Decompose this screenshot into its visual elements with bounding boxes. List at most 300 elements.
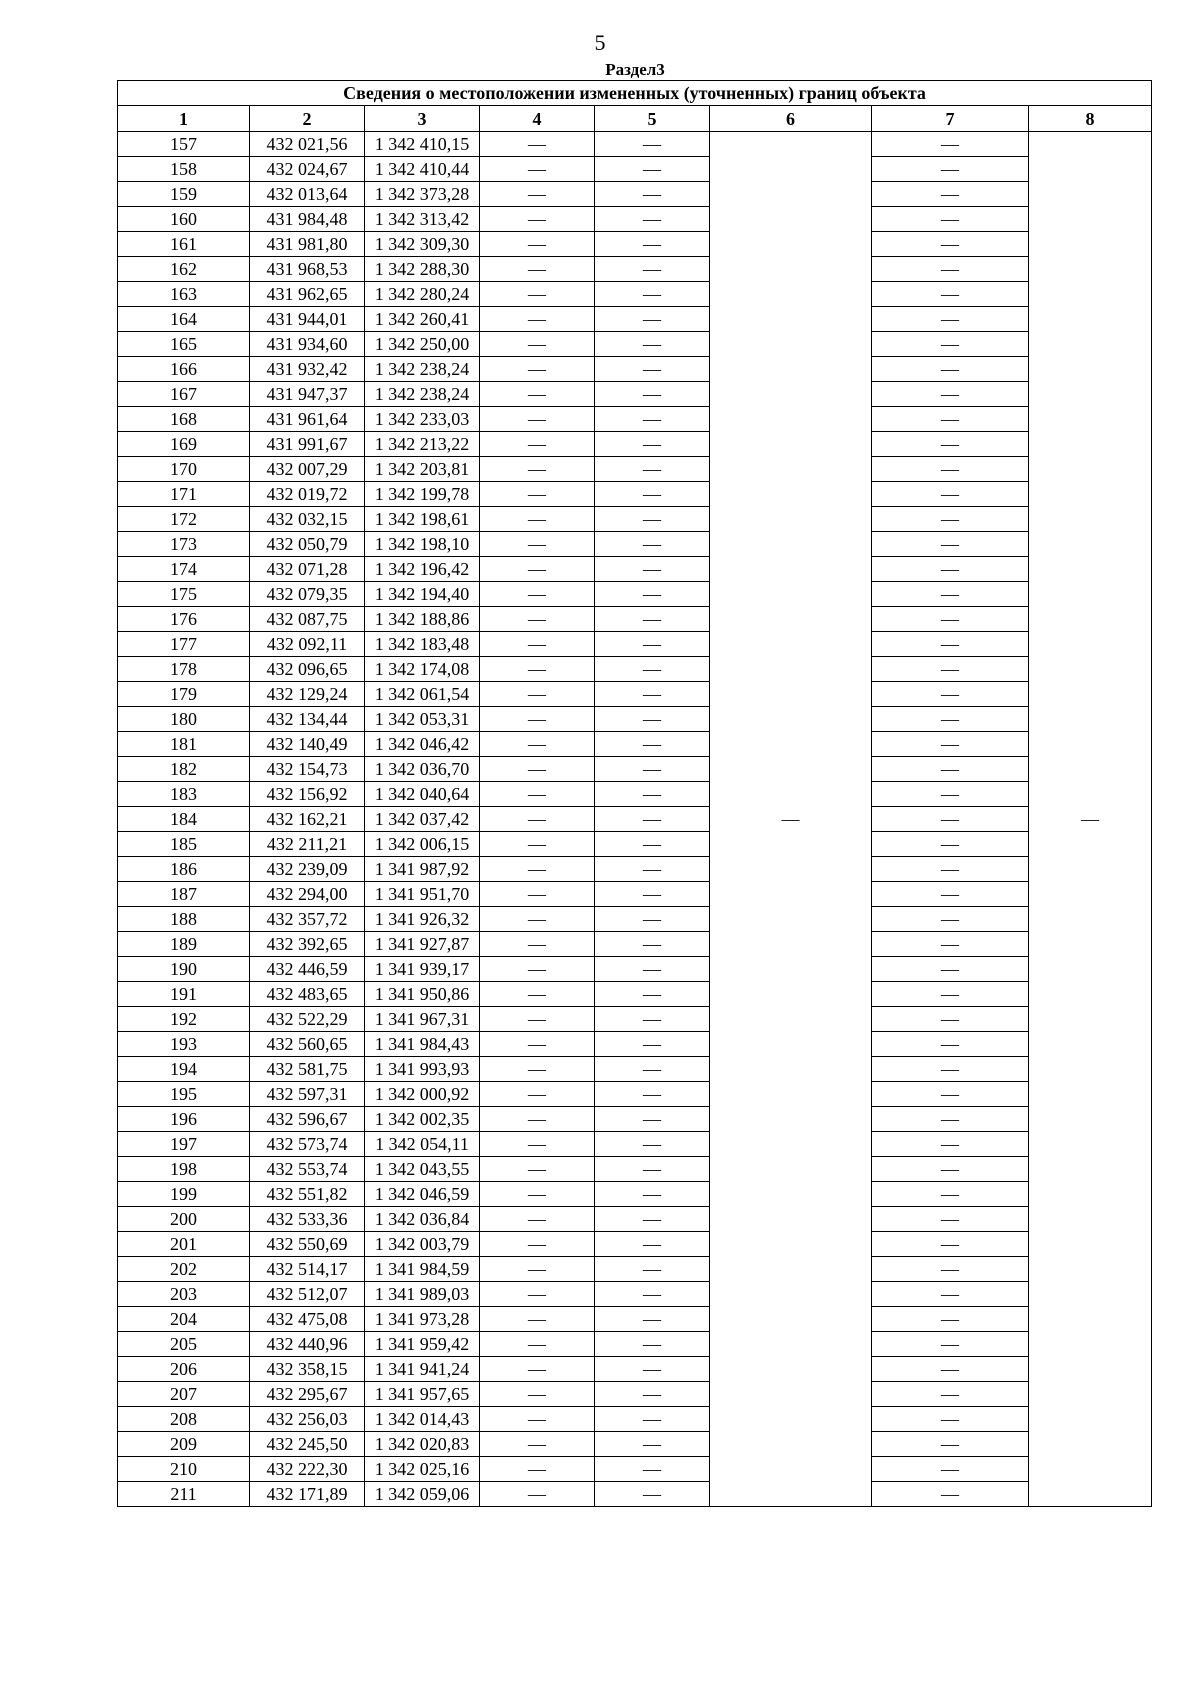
y-coordinate-cell: 1 342 233,03 <box>365 407 480 432</box>
x-coordinate-cell: 432 019,72 <box>250 482 365 507</box>
column-7-cell: — <box>872 882 1029 907</box>
column-5-cell: — <box>595 282 710 307</box>
table-row <box>118 632 1152 657</box>
column-number: 2 <box>250 106 365 132</box>
column-7-cell: — <box>872 707 1029 732</box>
table-row <box>118 1282 1152 1307</box>
x-coordinate-cell: 432 007,29 <box>250 457 365 482</box>
column-5-cell: — <box>595 407 710 432</box>
column-7-cell: — <box>872 1332 1029 1357</box>
column-7-cell: — <box>872 1132 1029 1157</box>
table-row <box>118 682 1152 707</box>
table-row <box>118 807 1152 832</box>
x-coordinate-cell: 432 483,65 <box>250 982 365 1007</box>
column-4-cell: — <box>480 132 595 157</box>
x-coordinate-cell: 431 981,80 <box>250 232 365 257</box>
column-5-cell: — <box>595 882 710 907</box>
column-7-cell: — <box>872 332 1029 357</box>
y-coordinate-cell: 1 341 950,86 <box>365 982 480 1007</box>
y-coordinate-cell: 1 342 006,15 <box>365 832 480 857</box>
x-coordinate-cell: 432 294,00 <box>250 882 365 907</box>
table-row <box>118 707 1152 732</box>
table-row <box>118 957 1152 982</box>
column-4-cell: — <box>480 257 595 282</box>
column-7-cell: — <box>872 632 1029 657</box>
column-7-cell: — <box>872 1207 1029 1232</box>
point-number-cell: 206 <box>118 1357 250 1382</box>
column-7-cell: — <box>872 682 1029 707</box>
table-row <box>118 1307 1152 1332</box>
column-4-cell: — <box>480 832 595 857</box>
column-5-cell: — <box>595 182 710 207</box>
x-coordinate-cell: 432 071,28 <box>250 557 365 582</box>
y-coordinate-cell: 1 341 926,32 <box>365 907 480 932</box>
y-coordinate-cell: 1 341 984,43 <box>365 1032 480 1057</box>
column-5-cell: — <box>595 1457 710 1482</box>
point-number-cell: 177 <box>118 632 250 657</box>
point-number-cell: 210 <box>118 1457 250 1482</box>
table-row <box>118 1157 1152 1182</box>
column-7-cell: — <box>872 807 1029 832</box>
column-4-cell: — <box>480 732 595 757</box>
x-coordinate-cell: 432 013,64 <box>250 182 365 207</box>
column-5-cell: — <box>595 257 710 282</box>
column-5-cell: — <box>595 1057 710 1082</box>
column-4-cell: — <box>480 357 595 382</box>
table-row <box>118 1207 1152 1232</box>
y-coordinate-cell: 1 342 194,40 <box>365 582 480 607</box>
column-7-cell: — <box>872 1032 1029 1057</box>
point-number-cell: 205 <box>118 1332 250 1357</box>
y-coordinate-cell: 1 342 014,43 <box>365 1407 480 1432</box>
point-number-cell: 208 <box>118 1407 250 1432</box>
point-number-cell: 185 <box>118 832 250 857</box>
column-4-cell: — <box>480 757 595 782</box>
column-5-cell: — <box>595 1307 710 1332</box>
column-4-cell: — <box>480 582 595 607</box>
x-coordinate-cell: 432 211,21 <box>250 832 365 857</box>
column-5-cell: — <box>595 1482 710 1507</box>
column-7-cell: — <box>872 782 1029 807</box>
point-number-cell: 158 <box>118 157 250 182</box>
y-coordinate-cell: 1 342 053,31 <box>365 707 480 732</box>
table-row <box>118 232 1152 257</box>
column-5-cell: — <box>595 1282 710 1307</box>
column-5-cell: — <box>595 207 710 232</box>
page-number: 5 <box>594 30 606 55</box>
point-number-cell: 182 <box>118 757 250 782</box>
x-coordinate-cell: 432 295,67 <box>250 1382 365 1407</box>
column-7-cell: — <box>872 507 1029 532</box>
table-row <box>118 1232 1152 1257</box>
column-4-cell: — <box>480 782 595 807</box>
point-number-cell: 194 <box>118 1057 250 1082</box>
column-7-cell: — <box>872 1082 1029 1107</box>
column-7-cell: — <box>872 1482 1029 1507</box>
y-coordinate-cell: 1 342 003,79 <box>365 1232 480 1257</box>
column-5-cell: — <box>595 1157 710 1182</box>
y-coordinate-cell: 1 342 037,42 <box>365 807 480 832</box>
column-4-cell: — <box>480 1257 595 1282</box>
column-7-cell: — <box>872 1432 1029 1457</box>
table-row <box>118 1107 1152 1132</box>
column-5-cell: — <box>595 607 710 632</box>
x-coordinate-cell: 432 096,65 <box>250 657 365 682</box>
column-7-cell: — <box>872 432 1029 457</box>
column-7-cell: — <box>872 307 1029 332</box>
table-row <box>118 282 1152 307</box>
column-7-cell: — <box>872 582 1029 607</box>
column-4-cell: — <box>480 1432 595 1457</box>
column-5-cell: — <box>595 1257 710 1282</box>
column-5-cell: — <box>595 657 710 682</box>
table-row <box>118 882 1152 907</box>
y-coordinate-cell: 1 342 040,64 <box>365 782 480 807</box>
point-number-cell: 162 <box>118 257 250 282</box>
x-coordinate-cell: 432 358,15 <box>250 1357 365 1382</box>
point-number-cell: 191 <box>118 982 250 1007</box>
x-coordinate-cell: 432 222,30 <box>250 1457 365 1482</box>
column-5-cell: — <box>595 782 710 807</box>
y-coordinate-cell: 1 342 410,44 <box>365 157 480 182</box>
column-7-cell: — <box>872 957 1029 982</box>
column-4-cell: — <box>480 507 595 532</box>
table-row <box>118 482 1152 507</box>
table-row <box>118 1382 1152 1407</box>
column-4-cell: — <box>480 1182 595 1207</box>
point-number-cell: 207 <box>118 1382 250 1407</box>
table-row <box>118 1407 1152 1432</box>
point-number-cell: 211 <box>118 1482 250 1507</box>
point-number-cell: 183 <box>118 782 250 807</box>
x-coordinate-cell: 432 392,65 <box>250 932 365 957</box>
x-coordinate-cell: 432 092,11 <box>250 632 365 657</box>
point-number-cell: 161 <box>118 232 250 257</box>
column-4-cell: — <box>480 607 595 632</box>
point-number-cell: 169 <box>118 432 250 457</box>
column-7-cell: — <box>872 207 1029 232</box>
column-4-cell: — <box>480 1482 595 1507</box>
point-number-cell: 165 <box>118 332 250 357</box>
table-row <box>118 932 1152 957</box>
column-4-cell: — <box>480 1407 595 1432</box>
y-coordinate-cell: 1 342 260,41 <box>365 307 480 332</box>
column-5-cell: — <box>595 357 710 382</box>
table-row <box>118 1032 1152 1057</box>
point-number-cell: 166 <box>118 357 250 382</box>
x-coordinate-cell: 432 551,82 <box>250 1182 365 1207</box>
column-7-cell: — <box>872 757 1029 782</box>
y-coordinate-cell: 1 342 036,70 <box>365 757 480 782</box>
table-row <box>118 1332 1152 1357</box>
point-number-cell: 199 <box>118 1182 250 1207</box>
column-5-cell: — <box>595 1232 710 1257</box>
column-number: 5 <box>595 106 710 132</box>
point-number-cell: 193 <box>118 1032 250 1057</box>
y-coordinate-cell: 1 342 059,06 <box>365 1482 480 1507</box>
column-4-cell: — <box>480 432 595 457</box>
column-4-cell: — <box>480 1082 595 1107</box>
y-coordinate-cell: 1 341 951,70 <box>365 882 480 907</box>
column-5-cell: — <box>595 632 710 657</box>
column-5-cell: — <box>595 907 710 932</box>
point-number-cell: 175 <box>118 582 250 607</box>
x-coordinate-cell: 432 079,35 <box>250 582 365 607</box>
column-4-cell: — <box>480 307 595 332</box>
table-row <box>118 832 1152 857</box>
x-coordinate-cell: 432 245,50 <box>250 1432 365 1457</box>
column-4-cell: — <box>480 1032 595 1057</box>
column-5-cell: — <box>595 932 710 957</box>
y-coordinate-cell: 1 342 054,11 <box>365 1132 480 1157</box>
column-4-cell: — <box>480 632 595 657</box>
point-number-cell: 160 <box>118 207 250 232</box>
column-5-cell: — <box>595 682 710 707</box>
column-4-cell: — <box>480 1007 595 1032</box>
y-coordinate-cell: 1 341 989,03 <box>365 1282 480 1307</box>
column-7-cell: — <box>872 532 1029 557</box>
x-coordinate-cell: 432 533,36 <box>250 1207 365 1232</box>
column-5-cell: — <box>595 507 710 532</box>
y-coordinate-cell: 1 342 025,16 <box>365 1457 480 1482</box>
table-row <box>118 307 1152 332</box>
y-coordinate-cell: 1 341 993,93 <box>365 1057 480 1082</box>
y-coordinate-cell: 1 341 957,65 <box>365 1382 480 1407</box>
point-number-cell: 197 <box>118 1132 250 1157</box>
point-number-cell: 201 <box>118 1232 250 1257</box>
column-number-row <box>118 106 1152 132</box>
column-4-cell: — <box>480 1057 595 1082</box>
column-5-cell: — <box>595 232 710 257</box>
table-row <box>118 757 1152 782</box>
point-number-cell: 164 <box>118 307 250 332</box>
x-coordinate-cell: 432 475,08 <box>250 1307 365 1332</box>
x-coordinate-cell: 432 032,15 <box>250 507 365 532</box>
column-5-cell: — <box>595 1332 710 1357</box>
column-number: 6 <box>710 106 872 132</box>
x-coordinate-cell: 431 947,37 <box>250 382 365 407</box>
y-coordinate-cell: 1 342 410,15 <box>365 132 480 157</box>
column-5-cell: — <box>595 1407 710 1432</box>
point-number-cell: 200 <box>118 1207 250 1232</box>
y-coordinate-cell: 1 342 036,84 <box>365 1207 480 1232</box>
column-7-cell: — <box>872 1257 1029 1282</box>
table-row <box>118 1132 1152 1157</box>
column-7-cell: — <box>872 457 1029 482</box>
point-number-cell: 163 <box>118 282 250 307</box>
point-number-cell: 178 <box>118 657 250 682</box>
column-4-cell: — <box>480 1457 595 1482</box>
table-row <box>118 457 1152 482</box>
column-5-cell: — <box>595 557 710 582</box>
x-coordinate-cell: 432 560,65 <box>250 1032 365 1057</box>
column-7-cell: — <box>872 732 1029 757</box>
column-7-cell: — <box>872 482 1029 507</box>
column-5-cell: — <box>595 832 710 857</box>
y-coordinate-cell: 1 342 213,22 <box>365 432 480 457</box>
column-number: 1 <box>118 106 250 132</box>
y-coordinate-cell: 1 341 984,59 <box>365 1257 480 1282</box>
point-number-cell: 188 <box>118 907 250 932</box>
x-coordinate-cell: 431 932,42 <box>250 357 365 382</box>
column-4-cell: — <box>480 707 595 732</box>
point-number-cell: 186 <box>118 857 250 882</box>
table-row <box>118 907 1152 932</box>
y-coordinate-cell: 1 342 238,24 <box>365 357 480 382</box>
x-coordinate-cell: 431 984,48 <box>250 207 365 232</box>
x-coordinate-cell: 432 550,69 <box>250 1232 365 1257</box>
column-4-cell: — <box>480 232 595 257</box>
column-5-cell: — <box>595 1032 710 1057</box>
section-title: Раздел3 <box>605 60 665 79</box>
column-4-cell: — <box>480 1332 595 1357</box>
column-7-cell: — <box>872 1107 1029 1132</box>
column-5-cell: — <box>595 432 710 457</box>
x-coordinate-cell: 432 256,03 <box>250 1407 365 1432</box>
column-5-cell: — <box>595 457 710 482</box>
table-row <box>118 132 1152 157</box>
column-4-cell: — <box>480 857 595 882</box>
column-number: 3 <box>365 106 480 132</box>
x-coordinate-cell: 432 514,17 <box>250 1257 365 1282</box>
point-number-cell: 159 <box>118 182 250 207</box>
column-4-cell: — <box>480 1232 595 1257</box>
column-5-cell: — <box>595 382 710 407</box>
column-4-cell: — <box>480 157 595 182</box>
column-4-cell: — <box>480 207 595 232</box>
column-7-cell: — <box>872 1307 1029 1332</box>
column-4-cell: — <box>480 1157 595 1182</box>
x-coordinate-cell: 431 944,01 <box>250 307 365 332</box>
x-coordinate-cell: 432 573,74 <box>250 1132 365 1157</box>
y-coordinate-cell: 1 341 941,24 <box>365 1357 480 1382</box>
table-row <box>118 532 1152 557</box>
x-coordinate-cell: 431 934,60 <box>250 332 365 357</box>
x-coordinate-cell: 432 021,56 <box>250 132 365 157</box>
point-number-cell: 209 <box>118 1432 250 1457</box>
column-4-cell: — <box>480 1382 595 1407</box>
x-coordinate-cell: 432 522,29 <box>250 1007 365 1032</box>
column-4-cell: — <box>480 657 595 682</box>
table-row <box>118 207 1152 232</box>
table-row <box>118 607 1152 632</box>
table-row <box>118 1357 1152 1382</box>
column-4-cell: — <box>480 807 595 832</box>
column-4-cell: — <box>480 482 595 507</box>
y-coordinate-cell: 1 341 939,17 <box>365 957 480 982</box>
table-row <box>118 382 1152 407</box>
column-4-cell: — <box>480 182 595 207</box>
column-4-cell: — <box>480 882 595 907</box>
column-7-cell: — <box>872 1382 1029 1407</box>
x-coordinate-cell: 432 239,09 <box>250 857 365 882</box>
table-row <box>118 182 1152 207</box>
point-number-cell: 195 <box>118 1082 250 1107</box>
column-5-cell: — <box>595 757 710 782</box>
x-coordinate-cell: 432 512,07 <box>250 1282 365 1307</box>
y-coordinate-cell: 1 342 188,86 <box>365 607 480 632</box>
column-7-cell: — <box>872 857 1029 882</box>
column-5-cell: — <box>595 1432 710 1457</box>
table-row <box>118 432 1152 457</box>
column-7-cell: — <box>872 557 1029 582</box>
x-coordinate-cell: 432 357,72 <box>250 907 365 932</box>
column-7-cell: — <box>872 1357 1029 1382</box>
y-coordinate-cell: 1 342 198,10 <box>365 532 480 557</box>
column-7-cell: — <box>872 282 1029 307</box>
column-4-cell: — <box>480 1132 595 1157</box>
table-row <box>118 582 1152 607</box>
column-7-cell: — <box>872 907 1029 932</box>
table-row <box>118 1432 1152 1457</box>
y-coordinate-cell: 1 342 000,92 <box>365 1082 480 1107</box>
column-4-cell: — <box>480 957 595 982</box>
table-row <box>118 982 1152 1007</box>
column-7-cell: — <box>872 407 1029 432</box>
table-row <box>118 1082 1152 1107</box>
point-number-cell: 180 <box>118 707 250 732</box>
column-6-merged-cell: — <box>710 132 872 1507</box>
column-7-cell: — <box>872 132 1029 157</box>
column-4-cell: — <box>480 682 595 707</box>
column-5-cell: — <box>595 132 710 157</box>
column-4-cell: — <box>480 1282 595 1307</box>
table-row <box>118 782 1152 807</box>
table-row <box>118 857 1152 882</box>
column-5-cell: — <box>595 332 710 357</box>
column-5-cell: — <box>595 1082 710 1107</box>
x-coordinate-cell: 432 162,21 <box>250 807 365 832</box>
table-row <box>118 1457 1152 1482</box>
column-4-cell: — <box>480 557 595 582</box>
table-caption: Сведения о местоположении измененных (уточненных) границ объекта <box>118 81 1152 106</box>
column-4-cell: — <box>480 1357 595 1382</box>
y-coordinate-cell: 1 342 046,42 <box>365 732 480 757</box>
column-7-cell: — <box>872 257 1029 282</box>
column-4-cell: — <box>480 532 595 557</box>
y-coordinate-cell: 1 342 046,59 <box>365 1182 480 1207</box>
column-5-cell: — <box>595 857 710 882</box>
y-coordinate-cell: 1 342 203,81 <box>365 457 480 482</box>
y-coordinate-cell: 1 342 002,35 <box>365 1107 480 1132</box>
x-coordinate-cell: 432 553,74 <box>250 1157 365 1182</box>
column-4-cell: — <box>480 332 595 357</box>
column-4-cell: — <box>480 1107 595 1132</box>
column-5-cell: — <box>595 532 710 557</box>
column-7-cell: — <box>872 832 1029 857</box>
column-5-cell: — <box>595 1182 710 1207</box>
x-coordinate-cell: 432 596,67 <box>250 1107 365 1132</box>
y-coordinate-cell: 1 342 280,24 <box>365 282 480 307</box>
column-5-cell: — <box>595 1107 710 1132</box>
column-4-cell: — <box>480 282 595 307</box>
y-coordinate-cell: 1 342 198,61 <box>365 507 480 532</box>
column-7-cell: — <box>872 1057 1029 1082</box>
column-number: 4 <box>480 106 595 132</box>
table-row <box>118 557 1152 582</box>
column-5-cell: — <box>595 1007 710 1032</box>
y-coordinate-cell: 1 342 309,30 <box>365 232 480 257</box>
table-row <box>118 1007 1152 1032</box>
column-7-cell: — <box>872 1007 1029 1032</box>
x-coordinate-cell: 431 961,64 <box>250 407 365 432</box>
x-coordinate-cell: 432 140,49 <box>250 732 365 757</box>
point-number-cell: 189 <box>118 932 250 957</box>
x-coordinate-cell: 431 968,53 <box>250 257 365 282</box>
y-coordinate-cell: 1 342 313,42 <box>365 207 480 232</box>
column-5-cell: — <box>595 1207 710 1232</box>
column-5-cell: — <box>595 807 710 832</box>
